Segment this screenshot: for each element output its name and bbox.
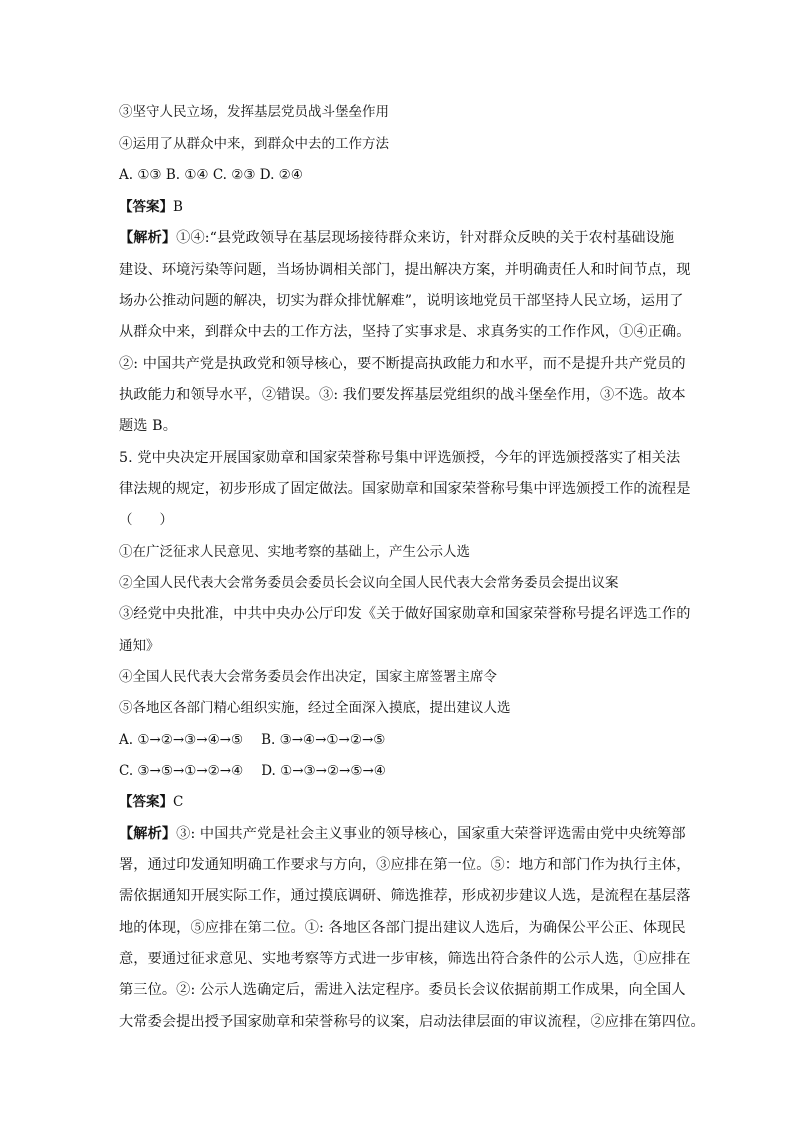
q4-analysis-line: [119, 228, 679, 248]
q5-analysis-line: 大常委会提出授予国家勋章和荣誉称号的议案，启动法律层面的审议流程，②应排在第四位。: [119, 1014, 705, 1030]
answer-value: C: [173, 794, 184, 810]
q5-answer: [119, 792, 679, 812]
q5-option: ⑤各地区各部门精心组织实施，经过全面深入摸底，提出建议人选: [119, 700, 511, 716]
answer-label: 【答案】: [119, 199, 173, 215]
answer-label: 【答案】: [119, 794, 173, 810]
q5-stem-line: 5. 党中央决定开展国家勋章和国家荣誉称号集中评选颁授，今年的评选颁授落实了相关法: [119, 450, 681, 466]
q5-analysis-line: 地的体现，⑤应排在第二位。①: 各地区各部门提出建议人选后，为确保公平公正、体现民: [119, 920, 686, 936]
q4-option-3: ③坚守人民立场，发挥基层党员战斗堡垒作用: [119, 104, 389, 120]
analysis-text: ①④:“县党政领导在基层现场接待群众来访，针对群众反映的关于农村基础设施: [176, 230, 675, 246]
q5-analysis-line: 署，通过印发通知明确工作要求与方向，③应排在第一位。⑤：地方和部门作为执行主体，: [119, 857, 691, 873]
analysis-label: 【解析】: [119, 826, 177, 842]
q5-analysis-line: 意，要通过征求意见、实地考察等方式进一步审核，筛选出符合条件的公示人选，①应排在: [119, 951, 691, 967]
q4-analysis-line: ②: 中国共产党是执政党和领导核心，要不断提高执政能力和水平，而不是提升共产党员的: [119, 356, 686, 372]
q5-stem-line: 律法规的规定，初步形成了固定做法。国家勋章和国家荣誉称号集中评选颁授工作的流程是: [119, 481, 691, 497]
q5-option: 通知》: [119, 638, 160, 654]
q5-stem-line: （ ）: [119, 512, 173, 528]
q4-answer: [119, 197, 679, 217]
analysis-text: ③: 中国共产党是社会主义事业的领导核心，国家重大荣誉评选需由党中央统筹部: [176, 826, 686, 842]
answer-value: B: [173, 199, 183, 215]
analysis-label: 【解析】: [119, 230, 177, 246]
q5-analysis-line: [119, 824, 686, 844]
q4-analysis-line: 场办公推动问题的解决，切实为群众排忧解难”，说明该地党员干部坚持人民立场，运用了: [119, 293, 684, 309]
q5-analysis-line: 第三位。②: 公示人选确定后，需进入法定程序。委员长会议依据前期工作成果，向全国人: [119, 982, 686, 998]
choice-d: D. ①→③→②→⑤→④: [261, 763, 386, 779]
q4-analysis-line: 题选 B。: [119, 418, 177, 434]
q4-choices: A. ①③ B. ①④ C. ②③ D. ②④: [119, 167, 303, 183]
q4-analysis-line: 从群众中来，到群众中去的工作方法，坚持了实事求是、求真务实的工作作风，①④正确。: [119, 324, 691, 340]
q5-choices-row-2: [119, 761, 679, 781]
q5-analysis-line: 需依据通知开展实际工作，通过摸底调研、筛选推荐，形成初步建议人选，是流程在基层落: [119, 888, 691, 904]
q5-choices-row-1: [119, 730, 679, 750]
q5-option: ④全国人民代表大会常务委员会作出决定，国家主席签署主席令: [119, 669, 497, 685]
q4-analysis-line: 建设、环境污染等问题，当场协调相关部门，提出解决方案，并明确责任人和时间节点，现: [119, 262, 691, 278]
q5-option: ②全国人民代表大会常务委员会委员长会议向全国人民代表大会常务委员会提出议案: [119, 575, 619, 591]
q4-option-4: ④运用了从群众中来，到群众中去的工作方法: [119, 136, 389, 152]
choice-a: A. ①→②→③→④→⑤: [119, 732, 244, 748]
q5-option: ①在广泛征求人民意见、实地考察的基础上，产生公示人选: [119, 544, 470, 560]
q5-option: ③经党中央批准，中共中央办公厅印发《关于做好国家勋章和国家荣誉称号提名评选工作的: [119, 606, 691, 622]
choice-c: C. ③→⑤→①→②→④: [119, 763, 244, 779]
choice-b: B. ③→④→①→②→⑤: [261, 732, 386, 748]
q4-analysis-line: 执政能力和领导水平，②错误。③: 我们要发挥基层党组织的战斗堡垒作用，③不选。故本: [119, 387, 686, 403]
